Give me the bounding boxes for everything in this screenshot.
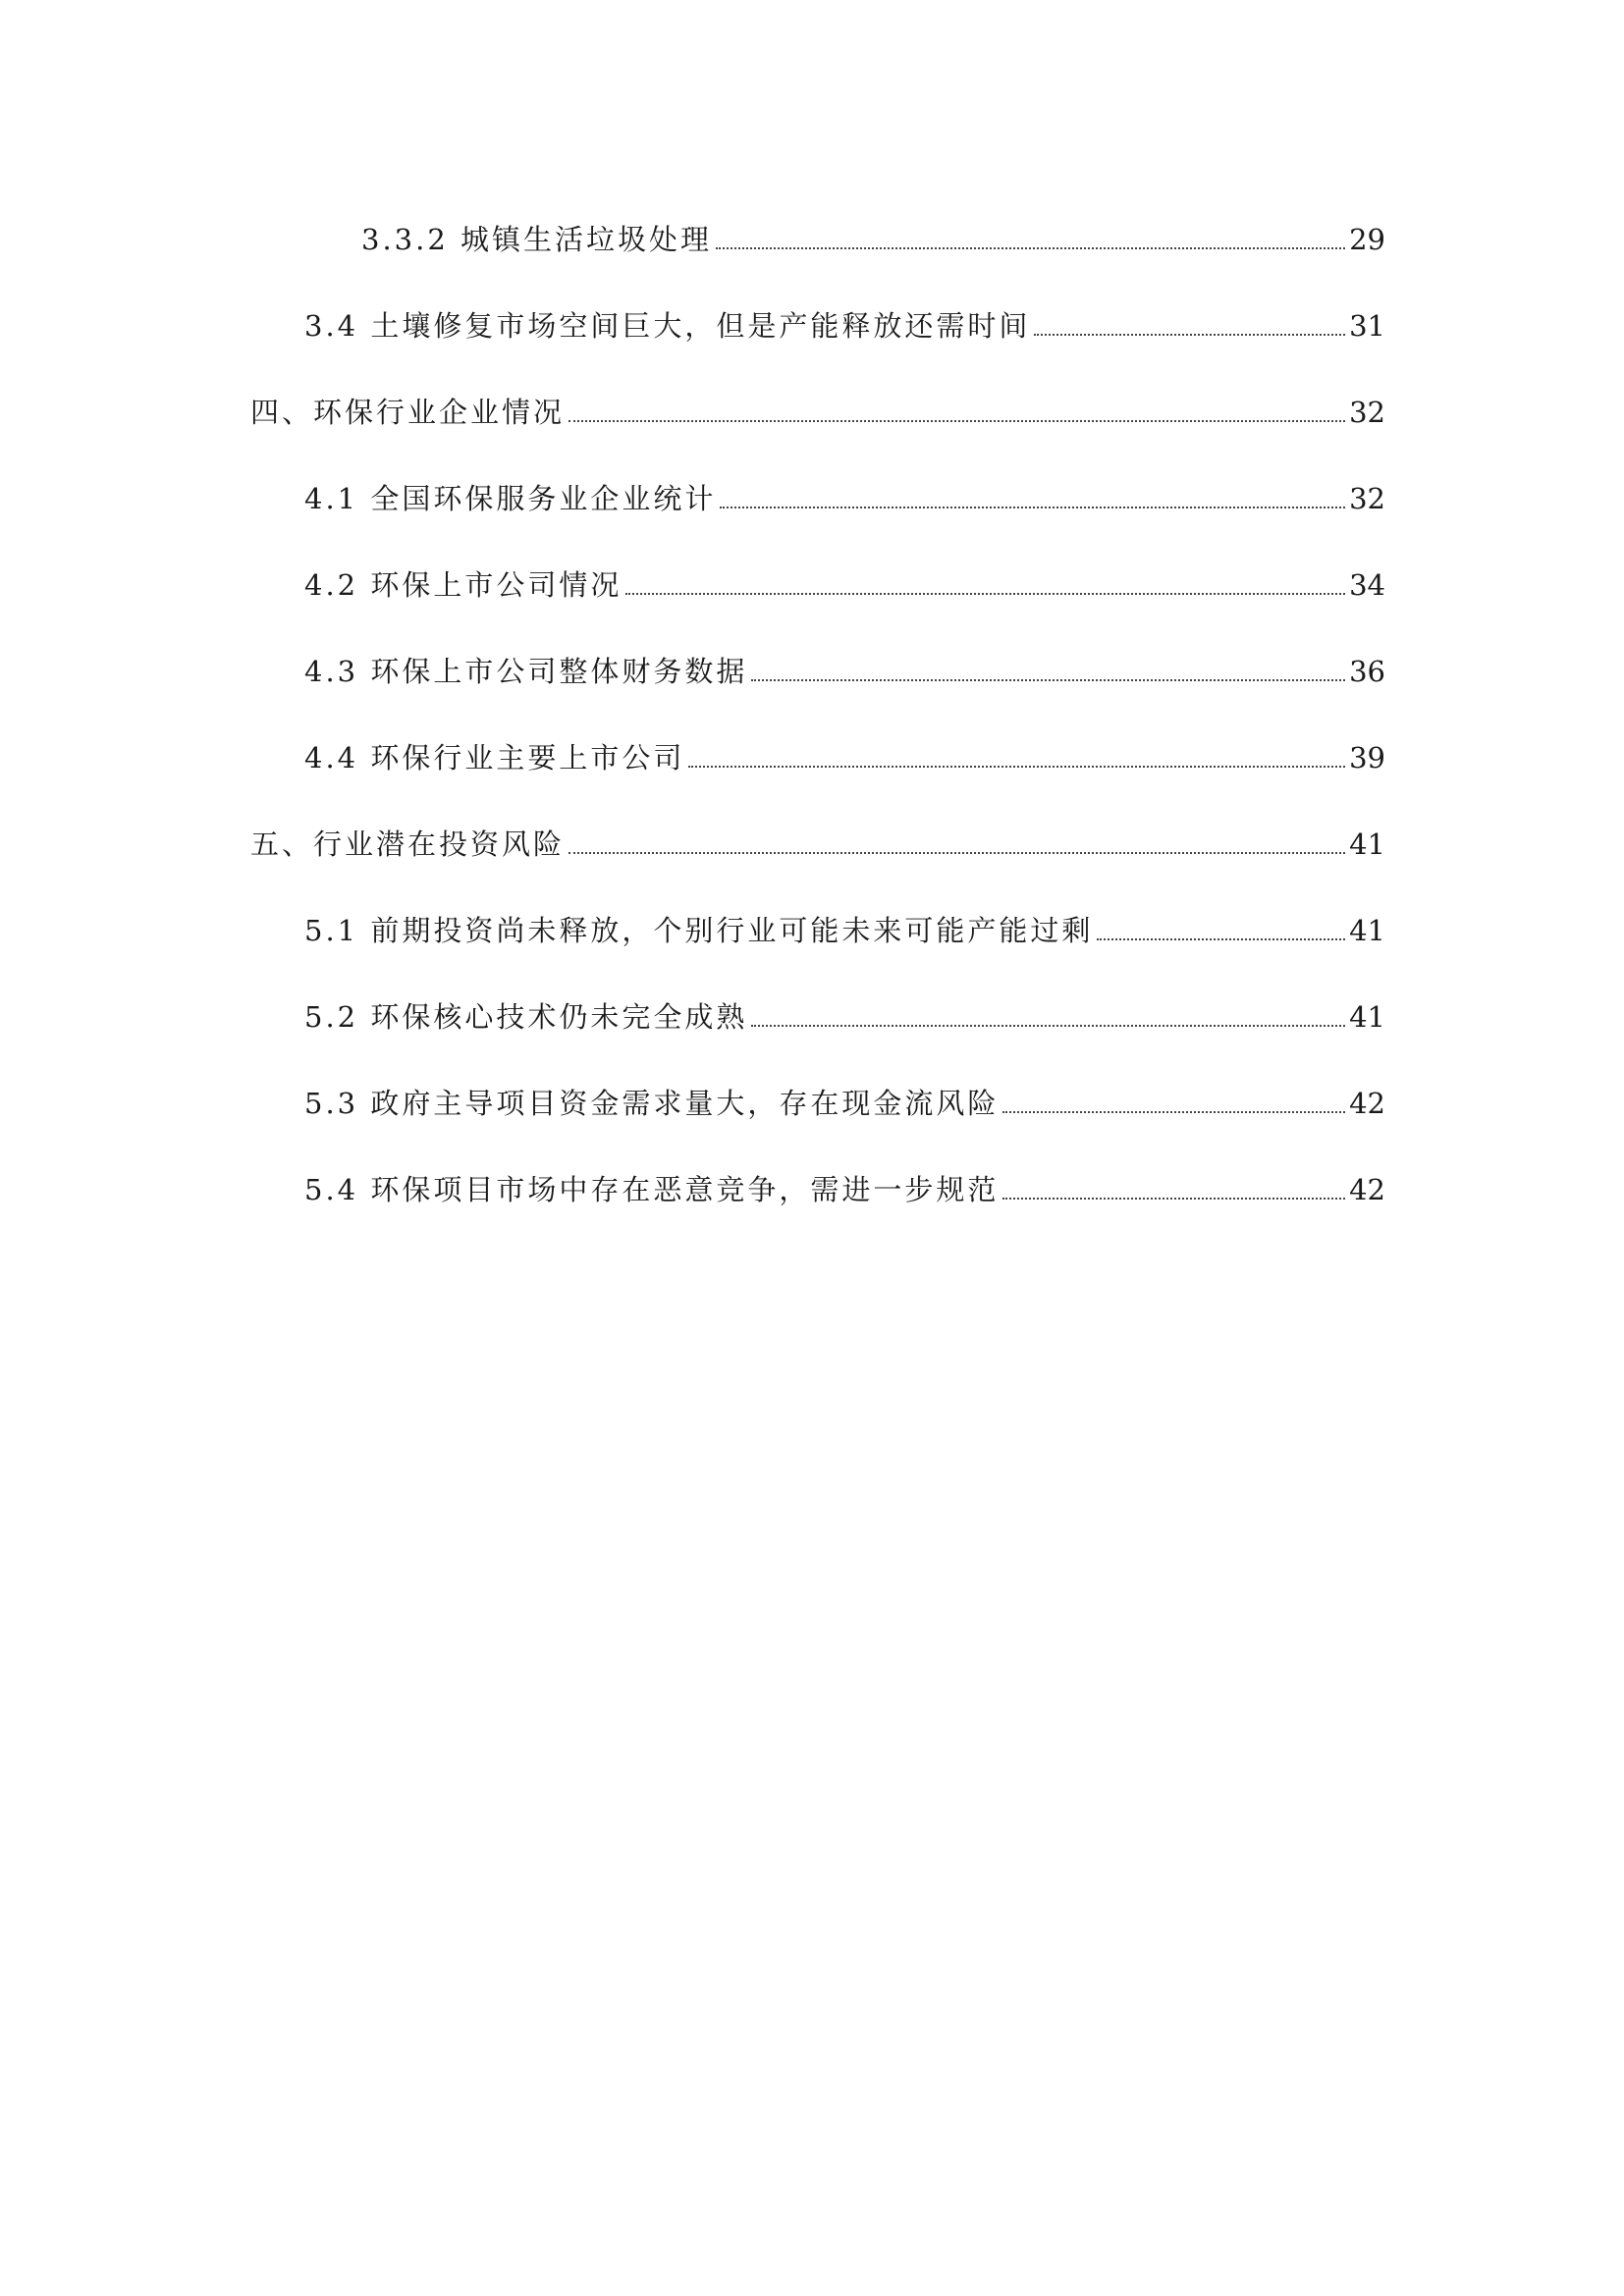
toc-entry-5-1[interactable] xyxy=(304,909,1385,952)
dot-leader xyxy=(1002,1111,1345,1113)
dot-leader xyxy=(625,593,1345,595)
toc-entry-label: 5.4 环保项目市场中存在恶意竞争，需进一步规范 xyxy=(304,1173,1000,1206)
toc-entry-label: 4.4 环保行业主要上市公司 xyxy=(304,741,685,774)
toc-entry-page-number: 34 xyxy=(1349,568,1385,602)
toc-entry-label: 四、环保行业企业情况 xyxy=(250,396,566,429)
dot-leader xyxy=(688,766,1345,768)
toc-entry-3-3-2[interactable] xyxy=(361,218,1385,261)
toc-entry-page-number: 39 xyxy=(1349,741,1385,774)
toc-entry-page-number: 36 xyxy=(1349,655,1385,688)
toc-entry-3-4[interactable] xyxy=(304,304,1385,347)
dot-leader xyxy=(1097,938,1345,940)
toc-entry-chapter-4[interactable] xyxy=(250,391,1385,434)
toc-entry-page-number: 42 xyxy=(1349,1087,1385,1120)
toc-entry-4-1[interactable] xyxy=(304,477,1385,520)
toc-entry-label: 5.2 环保核心技术仍未完全成熟 xyxy=(304,1000,748,1034)
toc-entry-page-number: 32 xyxy=(1349,482,1385,515)
toc-entry-label: 3.3.2 城镇生活垃圾处理 xyxy=(361,223,713,256)
dot-leader xyxy=(751,1025,1345,1027)
toc-entry-page-number: 41 xyxy=(1349,914,1385,947)
toc-entry-4-4[interactable] xyxy=(304,736,1385,779)
toc-entry-page-number: 42 xyxy=(1349,1173,1385,1206)
toc-entry-4-3[interactable] xyxy=(304,650,1385,693)
toc-entry-label: 5.1 前期投资尚未释放，个别行业可能未来可能产能过剩 xyxy=(304,914,1094,947)
toc-entry-5-3[interactable] xyxy=(304,1082,1385,1125)
toc-entry-page-number: 31 xyxy=(1349,309,1385,343)
dot-leader xyxy=(568,420,1345,422)
toc-entry-page-number: 32 xyxy=(1349,396,1385,429)
toc-entry-label: 4.1 全国环保服务业企业统计 xyxy=(304,482,717,515)
toc-entry-label: 4.2 环保上市公司情况 xyxy=(304,568,623,602)
dot-leader xyxy=(1034,334,1345,336)
dot-leader xyxy=(751,679,1345,681)
toc-entry-label: 3.4 土壤修复市场空间巨大，但是产能释放还需时间 xyxy=(304,309,1031,343)
toc-entry-label: 五、行业潜在投资风险 xyxy=(250,828,566,861)
toc-entry-5-4[interactable] xyxy=(304,1168,1385,1211)
toc-entry-5-2[interactable] xyxy=(304,995,1385,1039)
toc-entry-page-number: 41 xyxy=(1349,828,1385,861)
dot-leader xyxy=(568,852,1345,854)
toc-entry-chapter-5[interactable] xyxy=(250,823,1385,866)
dot-leader xyxy=(1002,1198,1345,1200)
toc-entry-4-2[interactable] xyxy=(304,563,1385,607)
dot-leader xyxy=(716,247,1345,249)
toc-entry-page-number: 41 xyxy=(1349,1000,1385,1034)
toc-entry-page-number: 29 xyxy=(1349,223,1385,256)
toc-entry-label: 5.3 政府主导项目资金需求量大，存在现金流风险 xyxy=(304,1087,1000,1120)
toc-entry-label: 4.3 环保上市公司整体财务数据 xyxy=(304,655,748,688)
dot-leader xyxy=(720,507,1345,508)
